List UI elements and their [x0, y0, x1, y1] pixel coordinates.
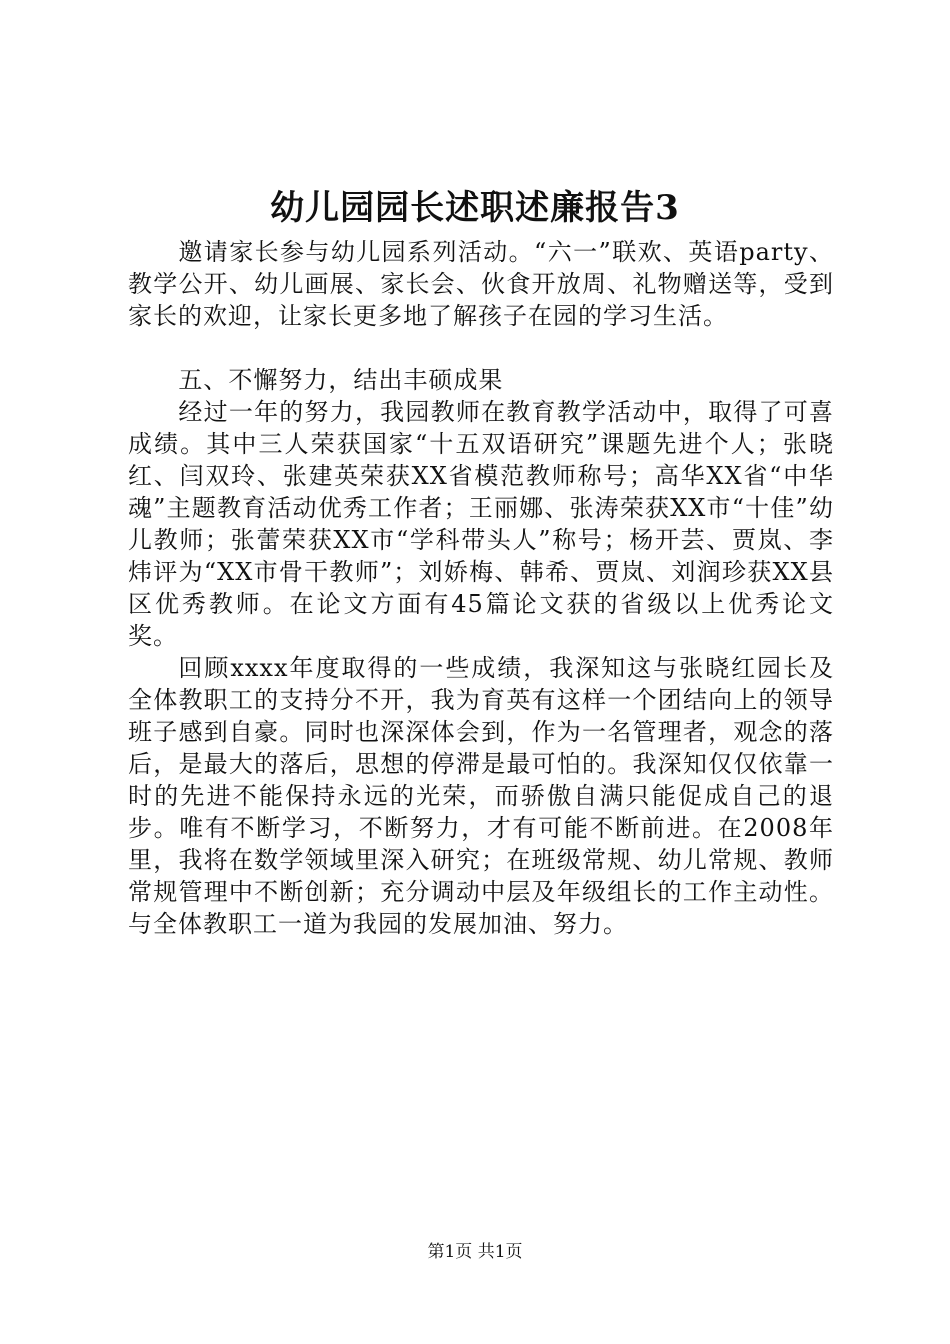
section-heading: 五、不懈努力，结出丰硕成果: [178, 366, 504, 394]
paragraph-achievements: 经过一年的努力，我园教师在教育教学活动中，取得了可喜成绩。其中三人荣获国家“十五双语研究”课题先进个人；张晓红、闫双玲、张建英荣获XX省模范教师称号；高华XX省“中华魂”主题教育活动优秀工作者；王丽娜、张涛荣获XX市“十佳”幼儿教师；张蕾荣获XX市“学科带头人”称号；杨开芸、贾岚、李炜评为“XX市骨干教师”；刘娇梅、韩希、贾岚、刘润珍获XX县区优秀教师。在论文方面有45篇论文获的省级以上优秀论文奖。: [128, 398, 834, 650]
page-footer: 第1页 共1页: [427, 1242, 523, 1262]
paragraph-intro: 邀请家长参与幼儿园系列活动。“六一”联欢、英语party、教学公开、幼儿画展、家长会、伙食开放周、礼物赠送等，受到家长的欢迎，让家长更多地了解孩子在园的学习生活。: [128, 238, 834, 330]
document-title: 幼儿园园长述职述廉报告3: [270, 188, 680, 228]
document-body: [128, 236, 834, 940]
paragraph-review: 回顾xxxx年度取得的一些成绩，我深知这与张晓红园长及全体教职工的支持分不开，我为育英有这样一个团结向上的领导班子感到自豪。同时也深深体会到，作为一名管理者，观念的落后，是最大的落后，思想的停滞是最可怕的。我深知仅仅依靠一时的先进不能保持永远的光荣，而骄傲自满只能促成自己的退步。唯有不断学习，不断努力，才有可能不断前进。在2008年里，我将在数学领域里深入研究；在班级常规、幼儿常规、教师常规管理中不断创新；充分调动中层及年级组长的工作主动性。与全体教职工一道为我园的发展加油、努力。: [128, 654, 834, 938]
